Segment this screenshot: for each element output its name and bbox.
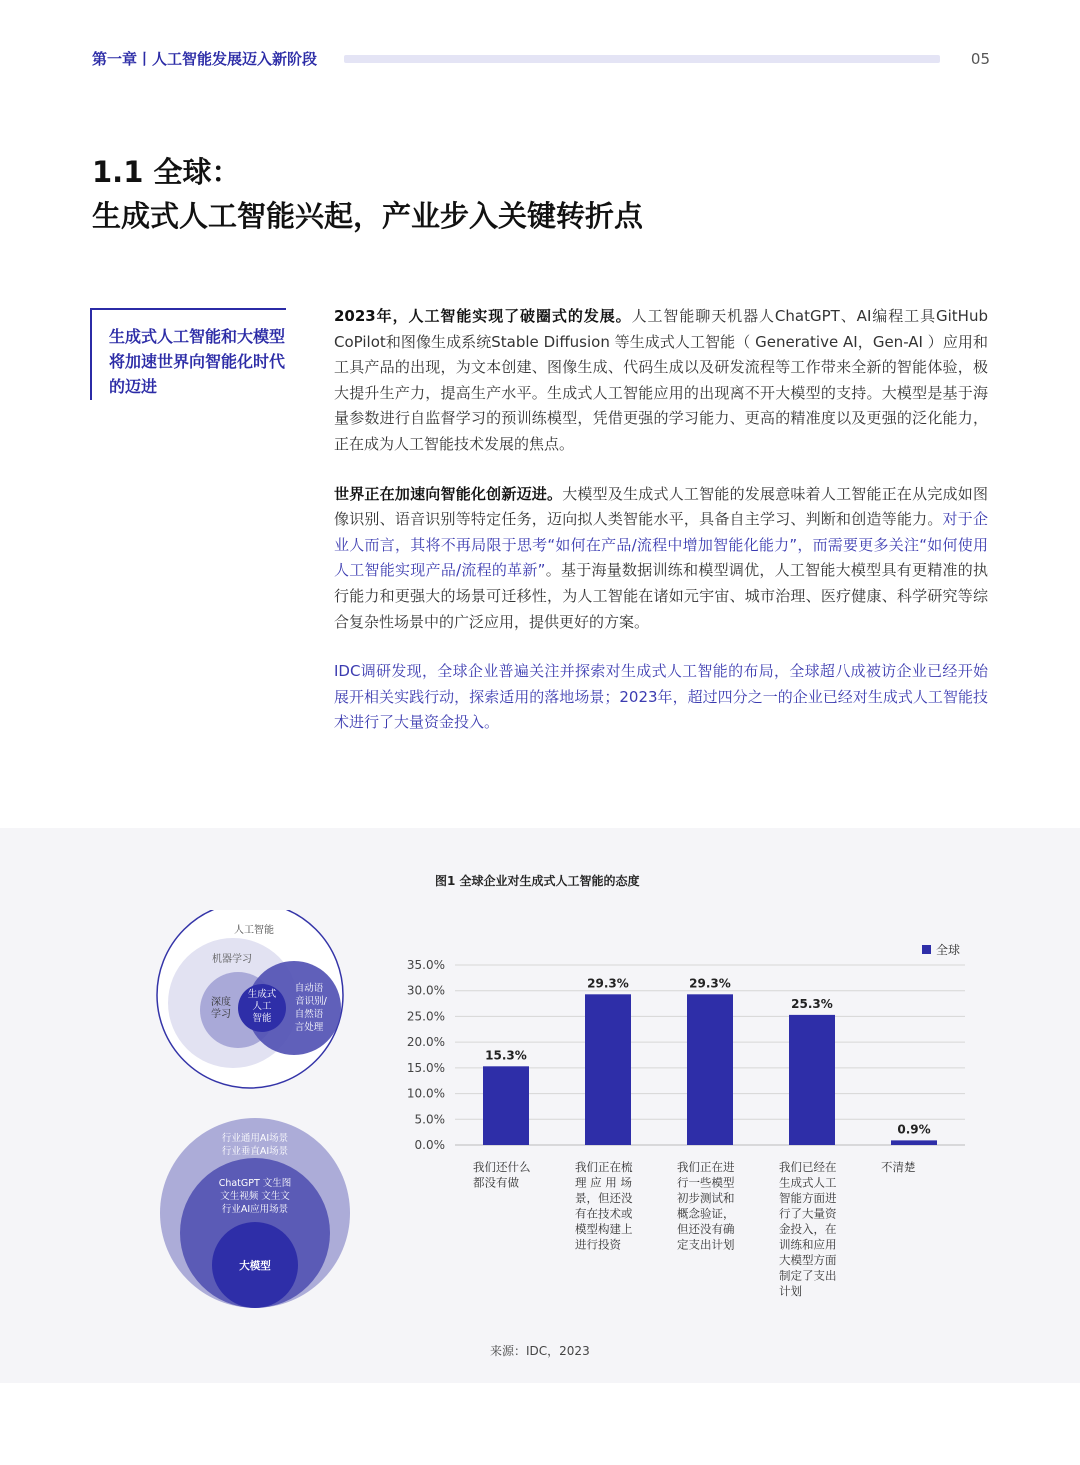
x-category-label: 我们已经在 — [779, 1160, 837, 1174]
core-label: 大模型 — [239, 1260, 271, 1272]
bar — [891, 1140, 937, 1145]
bar-value-label: 29.3% — [689, 976, 731, 991]
app-label-1: ChatGPT 文生图 — [218, 1178, 292, 1189]
page-header — [92, 48, 990, 70]
paragraph-2-body: 大模型及生成式人工智能的发展意味着人工智能正在从完成如图像识别、语音识别等特定任务，迈向拟人类智能水平，具备自主学习、判断和创造等能力。 — [334, 484, 988, 529]
y-tick-label: 25.0% — [406, 1009, 445, 1024]
legend-label: 全球 — [936, 943, 961, 957]
attitude-bar-chart — [400, 935, 980, 1315]
genai-label-2: 人工 — [252, 1001, 272, 1012]
x-category-label: 有在技术或 — [575, 1206, 633, 1221]
x-category-label: 我们正在梳 — [575, 1160, 633, 1174]
bar-value-label: 15.3% — [485, 1048, 527, 1063]
callout-top-border — [90, 308, 286, 310]
x-category-label: 行一些模型 — [677, 1175, 735, 1190]
paragraph-2-highlight: 对于企业人而言，其将不再局限于思考“如何在产品/流程中增加智能化能力”，而需要更多关注“如何使用人工智能实现产品/流程的革新” — [334, 510, 988, 580]
x-category-label: 进行投资 — [575, 1237, 621, 1252]
y-tick-label: 35.0% — [406, 958, 445, 972]
x-category-label: 金投入，在 — [779, 1222, 837, 1236]
x-category-label: 制定了支出 — [779, 1268, 837, 1283]
legend-swatch — [922, 945, 931, 954]
bar-value-label: 29.3% — [587, 976, 629, 991]
y-tick-label: 15.0% — [406, 1060, 445, 1075]
genai-label-1: 生成式 — [247, 989, 277, 1000]
bar — [585, 994, 631, 1145]
app-label-2: 文生视频 文生文 — [220, 1191, 290, 1202]
figure-title: 图1 全球企业对生成式人工智能的态度 — [435, 874, 640, 888]
x-category-label: 不清楚 — [881, 1160, 916, 1174]
ai-label: 人工智能 — [234, 925, 274, 936]
dl-label-2: 学习 — [211, 1009, 231, 1020]
app-label-3: 行业AI应用场景 — [221, 1204, 289, 1215]
x-category-label: 模型构建上 — [575, 1222, 633, 1236]
x-category-label: 理 应 用 场 — [575, 1175, 632, 1190]
x-category-label: 大模型方面 — [779, 1253, 837, 1267]
ml-label: 机器学习 — [212, 954, 252, 965]
nlp-label-4: 言处理 — [294, 1022, 324, 1033]
bar — [687, 994, 733, 1145]
x-category-label: 概念验证， — [677, 1206, 735, 1221]
chapter-title: 第一章丨人工智能发展迈入新阶段 — [92, 50, 318, 68]
x-category-label: 我们正在进 — [677, 1160, 735, 1174]
callout-text: 生成式人工智能和大模型将加速世界向智能化时代的迈进 — [109, 327, 286, 396]
bar — [483, 1066, 529, 1145]
section-title-line1: 1.1 全球： — [92, 155, 241, 189]
x-category-label: 但还没有确 — [677, 1222, 735, 1236]
y-tick-label: 30.0% — [406, 983, 445, 998]
y-tick-label: 20.0% — [406, 1035, 445, 1050]
section-title-line2: 生成式人工智能兴起，产业步入关键转折点 — [92, 199, 644, 233]
header-bar — [344, 55, 940, 63]
section-title — [92, 150, 643, 238]
x-category-label: 训练和应用 — [779, 1237, 837, 1252]
nlp-label-3: 自然语 — [294, 1009, 324, 1020]
y-tick-label: 5.0% — [414, 1112, 445, 1127]
x-category-label: 智能方面进 — [779, 1191, 837, 1205]
nlp-label-2: 音识别/ — [295, 996, 327, 1007]
x-category-label: 生成式人工 — [779, 1175, 837, 1190]
callout-box — [90, 308, 286, 400]
ai-venn-diagram — [150, 910, 360, 1320]
paragraph-1-lead: 2023年，人工智能实现了破圈式的发展。 — [334, 307, 632, 325]
x-category-label: 景，但还没 — [575, 1191, 633, 1205]
page-number: 05 — [970, 50, 990, 68]
y-tick-label: 0.0% — [414, 1138, 445, 1152]
nlp-label-1: 自动语 — [294, 983, 324, 994]
x-category-label: 计划 — [779, 1284, 802, 1298]
paragraph-3: IDC调研发现，全球企业普遍关注并探索对生成式人工智能的布局，全球超八成被访企业已经开始展开相关实践行动，探索适用的落地场景；2023年，超过四分之一的企业已经对生成式人工智能技术进行了大量资金投入。 — [334, 662, 988, 732]
y-tick-label: 10.0% — [406, 1086, 445, 1101]
callout-left-border — [90, 308, 92, 400]
body-text — [334, 304, 988, 760]
x-category-label: 行了大量资 — [779, 1206, 837, 1221]
scene-label-1: 行业通用AI场景 — [221, 1133, 289, 1144]
figure-source: 来源：IDC，2023 — [490, 1344, 590, 1358]
scene-label-2: 行业垂直AI场景 — [221, 1146, 289, 1157]
paragraph-2-body-end: 。基于海量数据训练和模型调优，人工智能大模型具有更精准的执行能力和更强大的场景可迁移性，为人工智能在诸如元宇宙、城市治理、医疗健康、科学研究等综合复杂性场景中的广泛应用，提供更好的方案。 — [334, 561, 988, 631]
bar-value-label: 25.3% — [791, 996, 833, 1011]
bar — [789, 1015, 835, 1145]
x-category-label: 我们还什么 — [473, 1160, 531, 1174]
paragraph-2 — [334, 482, 988, 636]
bar-value-label: 0.9% — [897, 1122, 931, 1137]
dl-label-1: 深度 — [211, 997, 231, 1008]
genai-label-3: 智能 — [252, 1013, 272, 1024]
paragraph-1-body: 人工智能聊天机器人ChatGPT、AI编程工具GitHub CoPilot和图像生成系统Stable Diffusion 等生成式人工智能（ Generative AI，Gen-AI ）应用和工具产品的出现，为文本创建、图像生成、代码生成以及研发流程等工作带来全新的智能体验，极大提升生产力，提高生产水平。生成式人工智能应用的出现离不开大模型的支持。大模型是基于海量参数进行自监督学习的预训练模型，凭借更强的学习能力、更高的精准度以及更强的泛化能力，正在成为人工智能技术发展的焦点。 — [334, 307, 988, 453]
x-category-label: 定支出计划 — [677, 1237, 735, 1252]
x-category-label: 都没有做 — [473, 1175, 519, 1190]
paragraph-2-lead: 世界正在加速向智能化创新迈进。 — [334, 484, 563, 503]
paragraph-1 — [334, 304, 988, 458]
x-category-label: 初步测试和 — [677, 1191, 735, 1205]
